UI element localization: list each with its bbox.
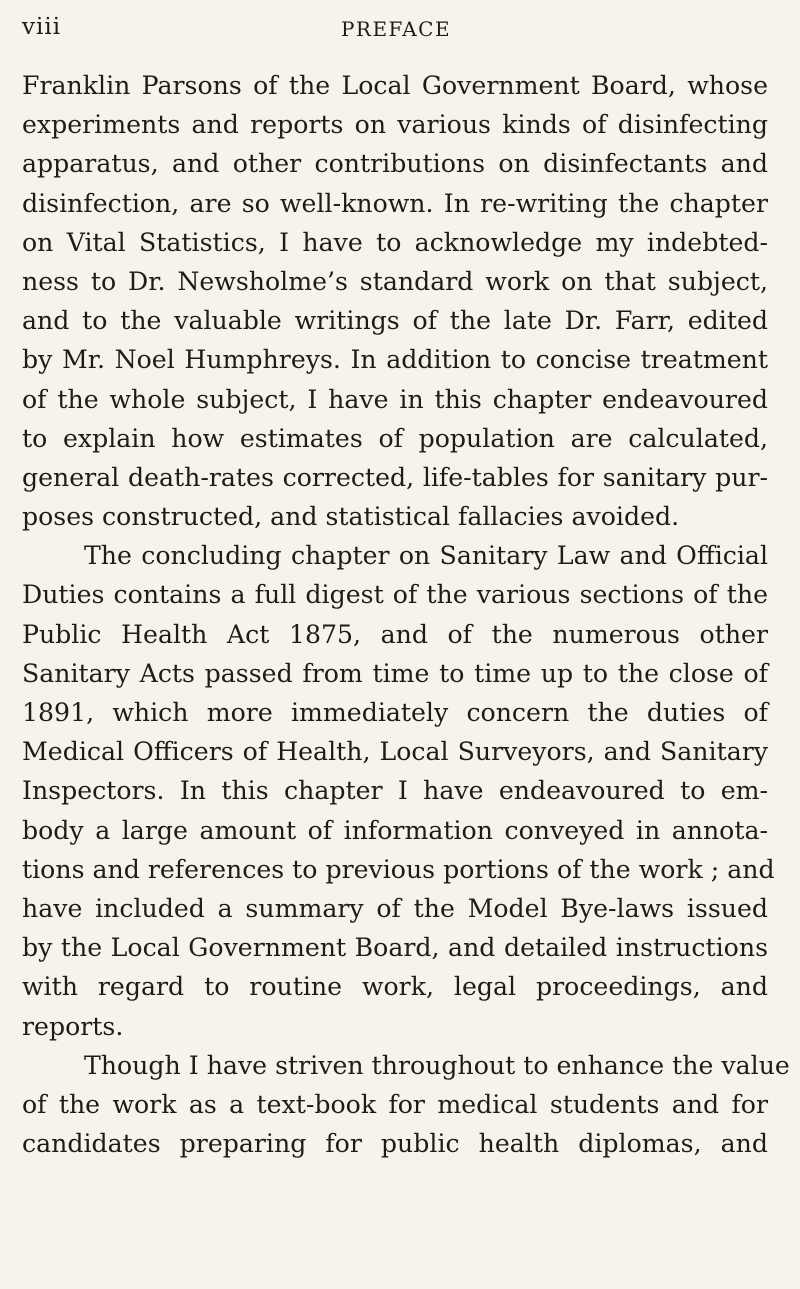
running-head: [22, 14, 770, 48]
text-line: candidates preparing for public health diplomas, and: [22, 1129, 768, 1159]
text-line: body a large amount of information conveyed in annota-: [22, 815, 768, 845]
text-line: have included a summary of the Model Bye-laws issued: [22, 893, 768, 923]
paragraph-start-line: Though I have striven throughout to enhance the value: [84, 1050, 790, 1080]
text-line: by Mr. Noel Humphreys. In addition to concise treatment: [22, 345, 768, 375]
text-line: tions and references to previous portions of the work ; and: [22, 854, 775, 884]
text-line: apparatus, and other contributions on disinfectants and: [22, 149, 768, 179]
paragraph-start-line: The concluding chapter on Sanitary Law and Official: [84, 541, 768, 571]
running-title: PREFACE: [340, 17, 452, 41]
preface-body-text: [22, 66, 790, 1163]
text-line: to explain how estimates of population are calculated,: [22, 423, 768, 453]
text-line: with regard to routine work, legal proceedings, and: [22, 972, 768, 1002]
text-line: Inspectors. In this chapter I have endeavoured to em-: [22, 776, 768, 806]
text-line: general death-rates corrected, life-tables for sanitary pur-: [22, 462, 768, 492]
text-line: Duties contains a full digest of the various sections of the: [22, 580, 768, 610]
paragraph-end-line: reports.: [22, 1011, 124, 1041]
text-line: on Vital Statistics, I have to acknowledge my indebted-: [22, 227, 768, 257]
text-line: ness to Dr. Newsholme’s standard work on that subject,: [22, 266, 768, 296]
text-line: Public Health Act 1875, and of the numerous other: [22, 619, 768, 649]
text-line: of the work as a text-book for medical students and for: [22, 1089, 768, 1119]
text-line: disinfection, are so well-known. In re-writing the chapter: [22, 188, 768, 218]
text-line: and to the valuable writings of the late Dr. Farr, edited: [22, 306, 768, 336]
text-line: by the Local Government Board, and detailed instructions: [22, 933, 768, 963]
page-number: viii: [22, 14, 62, 40]
paragraph-end-line: poses constructed, and statistical fallacies avoided.: [22, 502, 680, 532]
text-line: experiments and reports on various kinds of disinfecting: [22, 110, 768, 140]
text-line: Medical Officers of Health, Local Surveyors, and Sanitary: [22, 737, 768, 767]
text-line: Sanitary Acts passed from time to time up to the close of: [22, 658, 768, 688]
text-line: Franklin Parsons of the Local Government Board, whose: [22, 71, 768, 100]
text-line: of the whole subject, I have in this chapter endeavoured: [22, 384, 768, 414]
text-line: 1891, which more immediately concern the duties of: [22, 698, 768, 727]
